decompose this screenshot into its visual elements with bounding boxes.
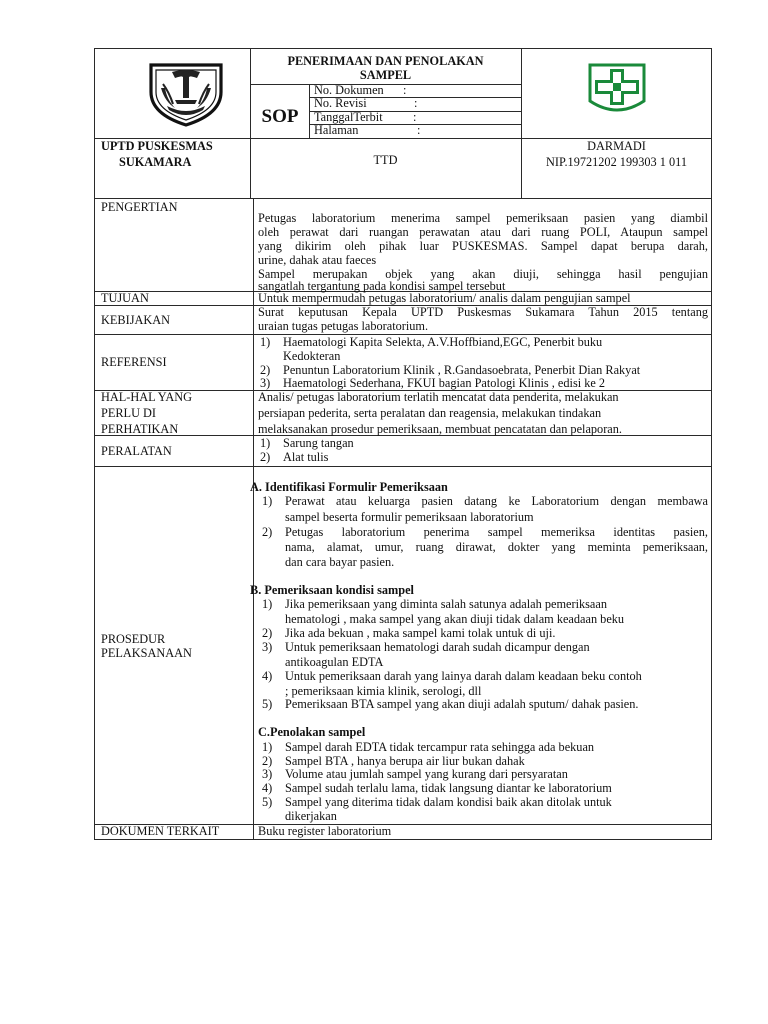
- step-line: dan cara bayar pasien.: [285, 555, 395, 569]
- peralatan-num: 1): [260, 436, 271, 450]
- row-label-kebijakan: KEBIJAKAN: [101, 313, 170, 327]
- section-c-heading: C.Penolakan sampel: [258, 725, 366, 739]
- section-a-heading: A. Identifikasi Formulir Pemeriksaan: [250, 480, 448, 494]
- step-line: Volume atau jumlah sampel yang kurang dari persyaratan: [285, 767, 568, 781]
- row-label-dokumen-terkait: DOKUMEN TERKAIT: [101, 824, 220, 838]
- field-halaman-sep: :: [417, 123, 421, 137]
- step-line: sampel beserta formulir pemeriksaan laboratorium: [285, 510, 534, 524]
- document-title-line1: PENERIMAAN DAN PENOLAKAN: [287, 54, 484, 68]
- row-label-prosedur: PROSEDUR: [101, 632, 166, 646]
- kebijakan-line: uraian tugas petugas laboratorium.: [258, 319, 429, 333]
- hal-hal-line: persiapan pederita, serta peralatan dan reagensia, melakukan tindakan: [258, 406, 602, 420]
- step-num: 1): [262, 597, 273, 611]
- divider: [521, 48, 522, 198]
- step-line: nama, alamat, umur, ruang dirawat, dokter yang meminta pemeriksaan,: [285, 540, 708, 554]
- row-label-pengertian: PENGERTIAN: [101, 200, 178, 214]
- referensi-item-cont: Kedokteran: [283, 349, 341, 363]
- step-line: Jika pemeriksaan yang diminta salah satunya adalah pemeriksaan: [285, 597, 607, 611]
- step-num: 1): [262, 740, 273, 754]
- pengertian-line: Petugas laboratorium menerima sampel pemeriksaan pasien yang diambil: [258, 211, 708, 225]
- step-num: 2): [262, 626, 273, 640]
- peralatan-num: 2): [260, 450, 271, 464]
- pengertian-line: sangatlah tergantung pada kondisi sampel tersebut: [258, 279, 506, 293]
- step-line: Sampel BTA , hanya berupa air liur bukan dahak: [285, 754, 525, 768]
- step-line: Sampel darah EDTA tidak tercampur rata sehingga ada bekuan: [285, 740, 595, 754]
- field-no-dokumen-label: No. Dokumen: [314, 83, 384, 97]
- pengertian-line: oleh perawat dari ruangan perawatan atau dari ruang POLI, Ataupun sampel: [258, 225, 708, 239]
- referensi-num: 2): [260, 363, 271, 377]
- step-line: Sampel yang diterima tidak dalam kondisi baik akan ditolak untuk: [285, 795, 612, 809]
- step-num: 2): [262, 525, 273, 539]
- field-tanggal-terbit-label: TanggalTerbit: [314, 110, 383, 124]
- step-line: Pemeriksaan BTA sampel yang akan diuji adalah sputum/ dahak pasien.: [285, 697, 639, 711]
- divider: [94, 198, 712, 199]
- row-label-prosedur: PELAKSANAAN: [101, 646, 192, 660]
- step-num: 5): [262, 697, 273, 711]
- peralatan-item: Alat tulis: [283, 450, 329, 464]
- step-num: 3): [262, 640, 273, 654]
- step-num: 4): [262, 781, 273, 795]
- referensi-num: 1): [260, 335, 271, 349]
- step-line: ; pemeriksaan kimia klinik, serologi, dll: [285, 684, 482, 698]
- referensi-num: 3): [260, 376, 271, 390]
- step-line: Jika ada bekuan , maka sampel kami tolak untuk di uji.: [285, 626, 556, 640]
- step-line: Perawat atau keluarga pasien datang ke Laboratorium dengan membawa: [285, 494, 708, 508]
- puskesmas-logo: [584, 59, 650, 117]
- row-label-hal-hal: HAL-HAL YANG: [101, 390, 192, 404]
- step-line: antikoagulan EDTA: [285, 655, 384, 669]
- divider: [94, 466, 712, 467]
- hal-hal-line: melaksanakan prosedur pemeriksaan, membuat pencatatan dan pelaporan.: [258, 422, 622, 436]
- step-line: hematologi , maka sampel yang akan diuji tidak dalam keadaan beku: [285, 612, 625, 626]
- signer-nip: NIP.19721202 199303 1 011: [546, 155, 687, 169]
- signer-name: DARMADI: [587, 139, 646, 153]
- field-halaman-label: Halaman: [314, 123, 359, 137]
- row-label-referensi: REFERENSI: [101, 355, 167, 369]
- row-label-hal-hal: PERLU DI: [101, 406, 156, 420]
- section-b-heading: B. Pemeriksaan kondisi sampel: [250, 583, 414, 597]
- dokumen-terkait-text: Buku register laboratorium: [258, 824, 392, 838]
- step-num: 4): [262, 669, 273, 683]
- step-num: 1): [262, 494, 273, 508]
- step-num: 2): [262, 754, 273, 768]
- coat-of-arms-logo: [139, 62, 233, 128]
- referensi-item: Haematologi Kapita Selekta, A.V.Hoffbiand,EGC, Penerbit buku: [283, 335, 603, 349]
- row-label-peralatan: PERALATAN: [101, 444, 172, 458]
- hal-hal-line: Analis/ petugas laboratorium terlatih mencatat data penderita, melakukan: [258, 390, 619, 404]
- sop-label: SOP: [261, 106, 299, 127]
- field-no-dokumen-sep: :: [403, 83, 407, 97]
- org-name-line1: UPTD PUSKESMAS: [101, 139, 213, 153]
- step-line: Petugas laboratorium penerima sampel memeriksa identitas pasien,: [285, 525, 708, 539]
- pengertian-line: Sampel merupakan objek yang akan diuji, sehingga hasil pengujian: [258, 267, 708, 281]
- ttd-label: TTD: [373, 153, 398, 167]
- step-num: 5): [262, 795, 273, 809]
- tujuan-text: Untuk mempermudah petugas laboratorium/ analis dalam pengujian sampel: [258, 291, 631, 305]
- step-line: Untuk pemeriksaan darah yang lainya darah dalam keadaan beku contoh: [285, 669, 642, 683]
- step-num: 3): [262, 767, 273, 781]
- referensi-item: Haematologi Sederhana, FKUI bagian Patologi Klinis , edisi ke 2: [283, 376, 606, 390]
- field-no-revisi-label: No. Revisi: [314, 96, 367, 110]
- org-name-line2: SUKAMARA: [119, 155, 192, 169]
- kebijakan-line: Surat keputusan Kepala UPTD Puskesmas Sukamara Tahun 2015 tentang: [258, 305, 708, 319]
- pengertian-line: urine, dahak atau faeces: [258, 253, 377, 267]
- step-line: dikerjakan: [285, 809, 337, 823]
- pengertian-line: yang dikirim oleh pihak luar PUSKESMAS. Sampel dapat berupa darah,: [258, 239, 708, 253]
- document-title-line2: SAMPEL: [359, 68, 412, 82]
- row-label-hal-hal: PERHATIKAN: [101, 422, 179, 436]
- peralatan-item: Sarung tangan: [283, 436, 354, 450]
- divider: [253, 198, 254, 840]
- divider: [250, 84, 521, 85]
- row-label-tujuan: TUJUAN: [101, 291, 149, 305]
- field-tanggal-terbit-sep: :: [413, 110, 417, 124]
- step-line: Sampel sudah terlalu lama, tidak langsung diantar ke laboratorium: [285, 781, 612, 795]
- step-line: Untuk pemeriksaan hematologi darah sudah dicampur dengan: [285, 640, 590, 654]
- field-no-revisi-sep: :: [414, 96, 418, 110]
- referensi-item: Penuntun Laboratorium Klinik , R.Gandasoebrata, Penerbit Dian Rakyat: [283, 363, 641, 377]
